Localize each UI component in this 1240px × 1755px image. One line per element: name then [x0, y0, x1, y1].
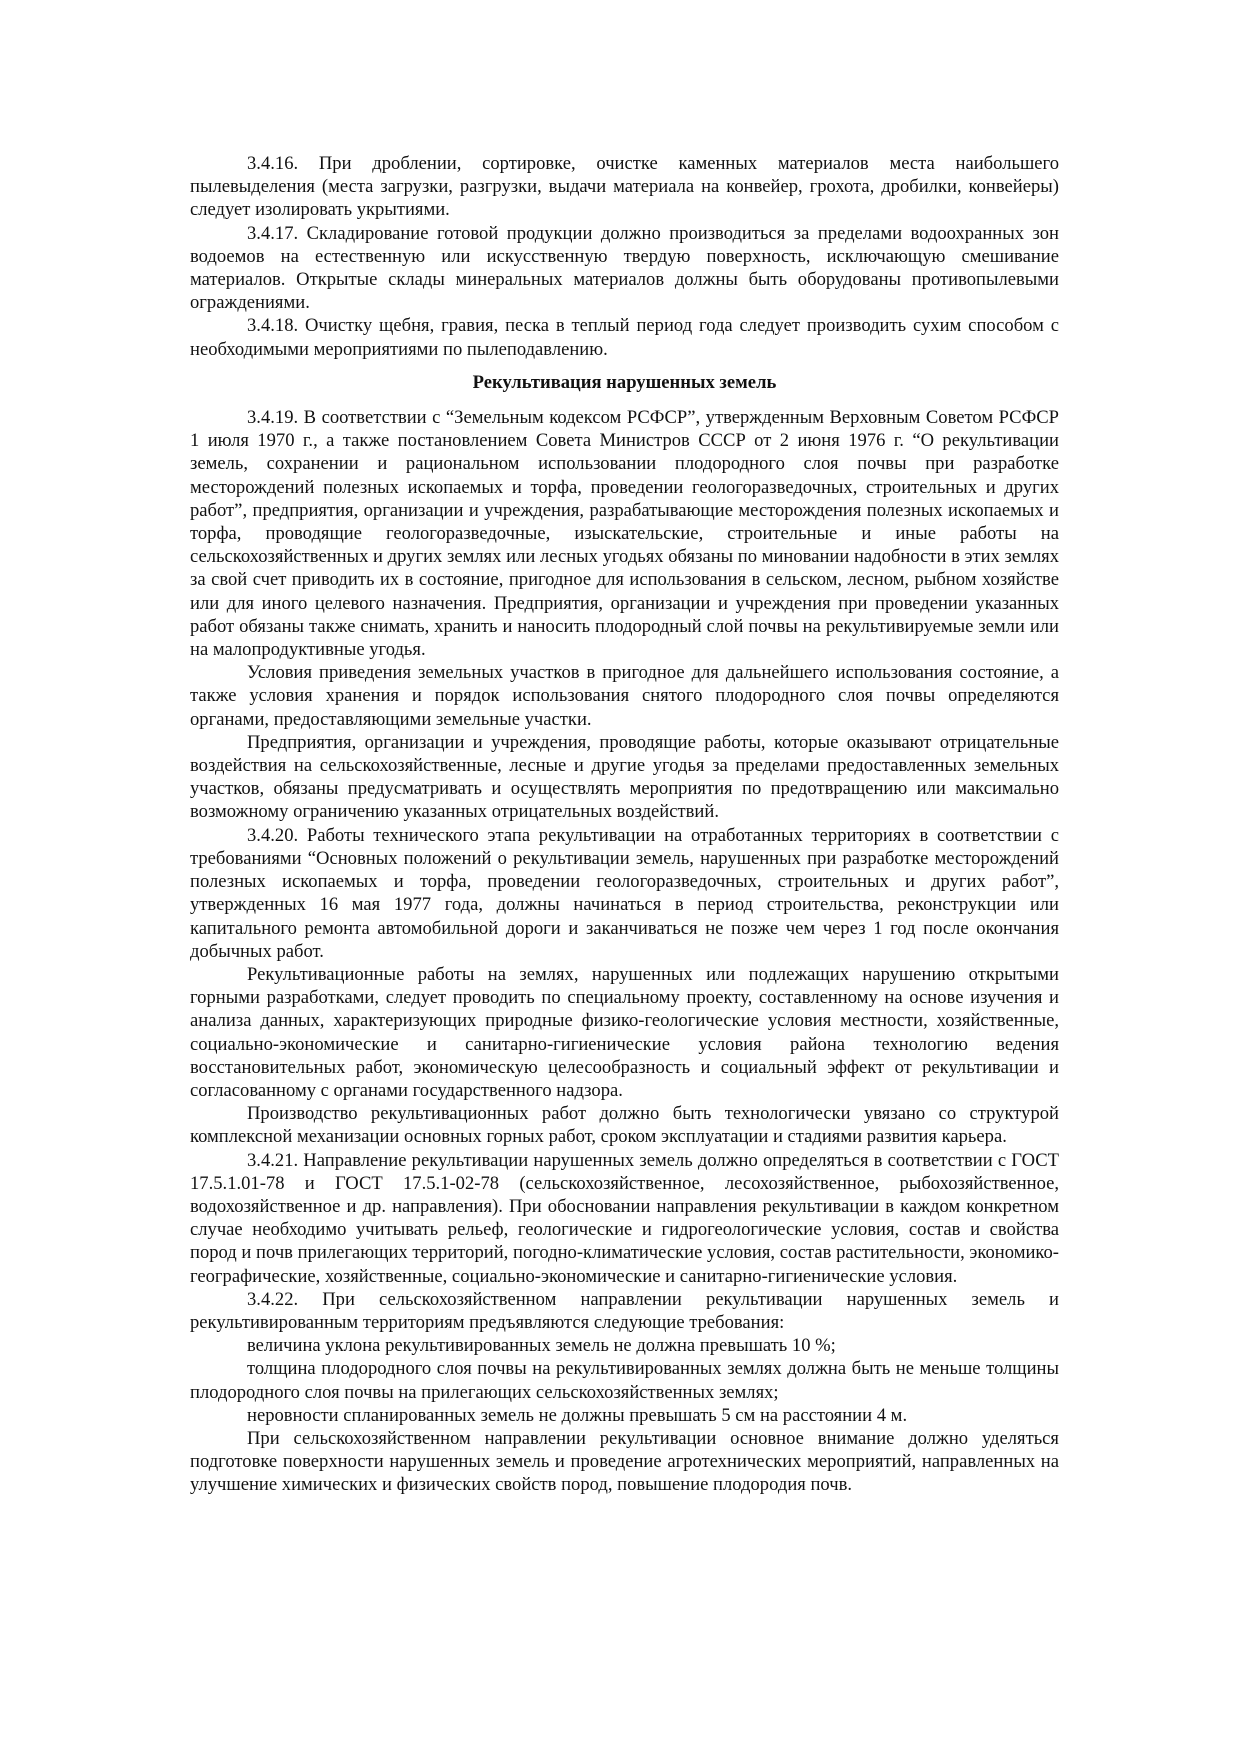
- paragraph-agricultural-direction: При сельскохозяйственном направлении рекультивации основное внимание должно уделяться подготовке поверхности нарушенных земель и проведение агротехнических мероприятий, направленных на улучшение химических и физических свойств пород, повышение плодородия почв.: [190, 1427, 1059, 1496]
- paragraph-3-4-22: 3.4.22. При сельскохозяйственном направлении рекультивации нарушенных земель и рекультивированным территориям предъявляются следующие требования:: [190, 1288, 1059, 1333]
- paragraph-3-4-20: 3.4.20. Работы технического этапа рекультивации на отработанных территориях в соответствии с требованиями “Основных положений о рекультивации земель, нарушенных при разработке месторождений полезных ископаемых и торфа, проведении геологоразведочных, строительных и других работ”, утвержденных 16 мая 1977 года, должны начинаться в период строительства, реконструкции или капитального ремонта автомобильной дороги и заканчиваться не позже чем через 1 год после окончания добычных работ.: [190, 824, 1059, 962]
- document-page: [190, 152, 1059, 1497]
- section-heading: Рекультивация нарушенных земель: [472, 371, 777, 393]
- paragraph-negative-impacts: Предприятия, организации и учреждения, проводящие работы, которые оказывают отрицательные воздействия на сельскохозяйственные, лесные и другие угодья за пределами предоставленных земельных участков, обязаны предусматривать и осуществлять мероприятия по предотвращению или максимально возможному ограничению указанных отрицательных воздействий.: [190, 731, 1059, 823]
- requirement-slope: величина уклона рекультивированных земель не должна превышать 10 %;: [247, 1335, 836, 1357]
- requirement-soil-thickness: толщина плодородного слоя почвы на рекультивированных землях должна быть не меньше толщины плодородного слоя почвы на прилегающих сельскохозяйственных землях;: [190, 1358, 1059, 1403]
- paragraph-3-4-21: 3.4.21. Направление рекультивации нарушенных земель должно определяться в соответствии с ГОСТ 17.5.1.01-78 и ГОСТ 17.5.1-02-78 (сельскохозяйственное, лесохозяйственное, рыбохозяйственное, водохозяйственное и др. направления). При обосновании направления рекультивации в каждом конкретном случае необходимо учитывать рельеф, геологические и гидрогеологические условия, состав и свойства пород и почв прилегающих территорий, погодно-климатические условия, состав растительности, экономико-географические, хозяйственные, социально-экономические и санитарно-гигиенические условия.: [190, 1149, 1059, 1287]
- paragraph-3-4-17: 3.4.17. Складирование готовой продукции должно производиться за пределами водоохранных зон водоемов на естественную или искусственную твердую поверхность, исключающую смешивание материалов. Открытые склады минеральных материалов должны быть оборудованы противопылевыми ограждениями.: [190, 222, 1059, 314]
- paragraph-recultivation-project: Рекультивационные работы на землях, нарушенных или подлежащих нарушению открытыми горными разработками, следует проводить по специальному проекту, составленному на основе изучения и анализа данных, характеризующих природные физико-геологические условия местности, хозяйственные, социально-экономические и санитарно-гигиенические условия района технологию ведения восстановительных работ, экономическую целесообразность и социальный эффект от рекультивации и согласованному с органами государственного надзора.: [190, 963, 1059, 1101]
- paragraph-land-conditions: Условия приведения земельных участков в пригодное для дальнейшего использования состояние, а также условия хранения и порядок использования снятого плодородного слоя почвы определяются органами, предоставляющими земельные участки.: [190, 662, 1059, 730]
- paragraph-3-4-16: 3.4.16. При дроблении, сортировке, очистке каменных материалов места наибольшего пылевыделения (места загрузки, разгрузки, выдачи материала на конвейер, грохота, дробилки, конвейеры) следует изолировать укрытиями.: [190, 153, 1059, 221]
- requirement-unevenness: неровности спланированных земель не должны превышать 5 см на расстоянии 4 м.: [247, 1404, 908, 1426]
- paragraph-3-4-19: 3.4.19. В соответствии с “Земельным кодексом РСФСР”, утвержденным Верховным Советом РСФСР 1 июля 1970 г., а также постановлением Совета Министров СССР от 2 июня 1976 г. “О рекультивации земель, сохранении и рациональном использовании плодородного слоя почвы при разработке месторождений полезных ископаемых и торфа, проведении геологоразведочных, строительных и других работ”, предприятия, организации и учреждения, разрабатывающие месторождения полезных ископаемых и торфа, проводящие геологоразведочные, изыскательские, строительные и иные работы на сельскохозяйственных и других землях или лесных угодьях обязаны по миновании надобности в этих землях за свой счет приводить их в состояние, пригодное для использования в сельском, лесном, рыбном хозяйстве или для иного целевого назначения. Предприятия, организации и учреждения при проведении указанных работ обязаны также снимать, хранить и наносить плодородный слой почвы на рекультивируемые земли или на малопродуктивные угодья.: [190, 407, 1059, 661]
- paragraph-3-4-18: 3.4.18. Очистку щебня, гравия, песка в теплый период года следует производить сухим способом с необходимыми мероприятиями по пылеподавлению.: [190, 315, 1059, 360]
- paragraph-recultivation-production: Производство рекультивационных работ должно быть технологически увязано со структурой комплексной механизации основных горных работ, сроком эксплуатации и стадиями развития карьера.: [190, 1103, 1059, 1148]
